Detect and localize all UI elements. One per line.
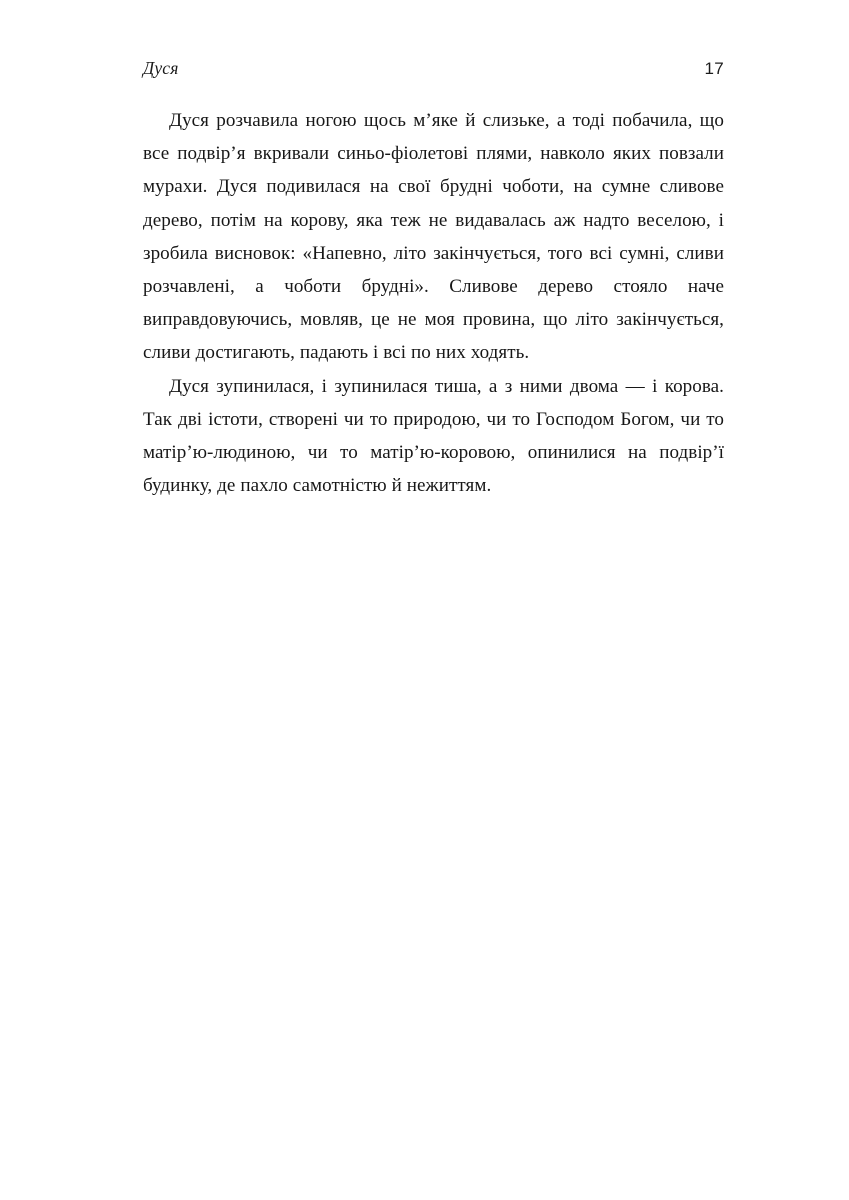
running-header-title: Дуся bbox=[143, 58, 179, 78]
page-number: 17 bbox=[704, 59, 724, 78]
running-header bbox=[143, 58, 724, 82]
body-text-block bbox=[143, 104, 724, 502]
paragraph: Дуся зупинилася, і зупинилася тиша, а з ними двома — і корова. Так дві істоти, створені чи то природою, чи то Господом Богом, чи то матір’ю-людиною, чи то матір’ю-коровою, опинилися на подвір’ї будинку, де пахло самотністю й нежиттям. bbox=[143, 375, 724, 497]
paragraph: Дуся розчавила ногою щось м’яке й слизьке, а тоді побачила, що все подвір’я вкривали синьо-фіолетові плями, навколо яких повзали мурахи. Дуся подивилася на свої брудні чоботи, на сумне сливове дерево, потім на корову, яка теж не видавалась аж надто веселою, і зробила висновок: «Напевно, літо закінчується, того всі сумні, сливи розчавлені, а чоботи брудні». Сливове дерево стояло наче виправдовуючись, мовляв, це не моя провина, що літо закінчується, сливи достигають, падають і всі по них ходять. bbox=[143, 110, 724, 364]
